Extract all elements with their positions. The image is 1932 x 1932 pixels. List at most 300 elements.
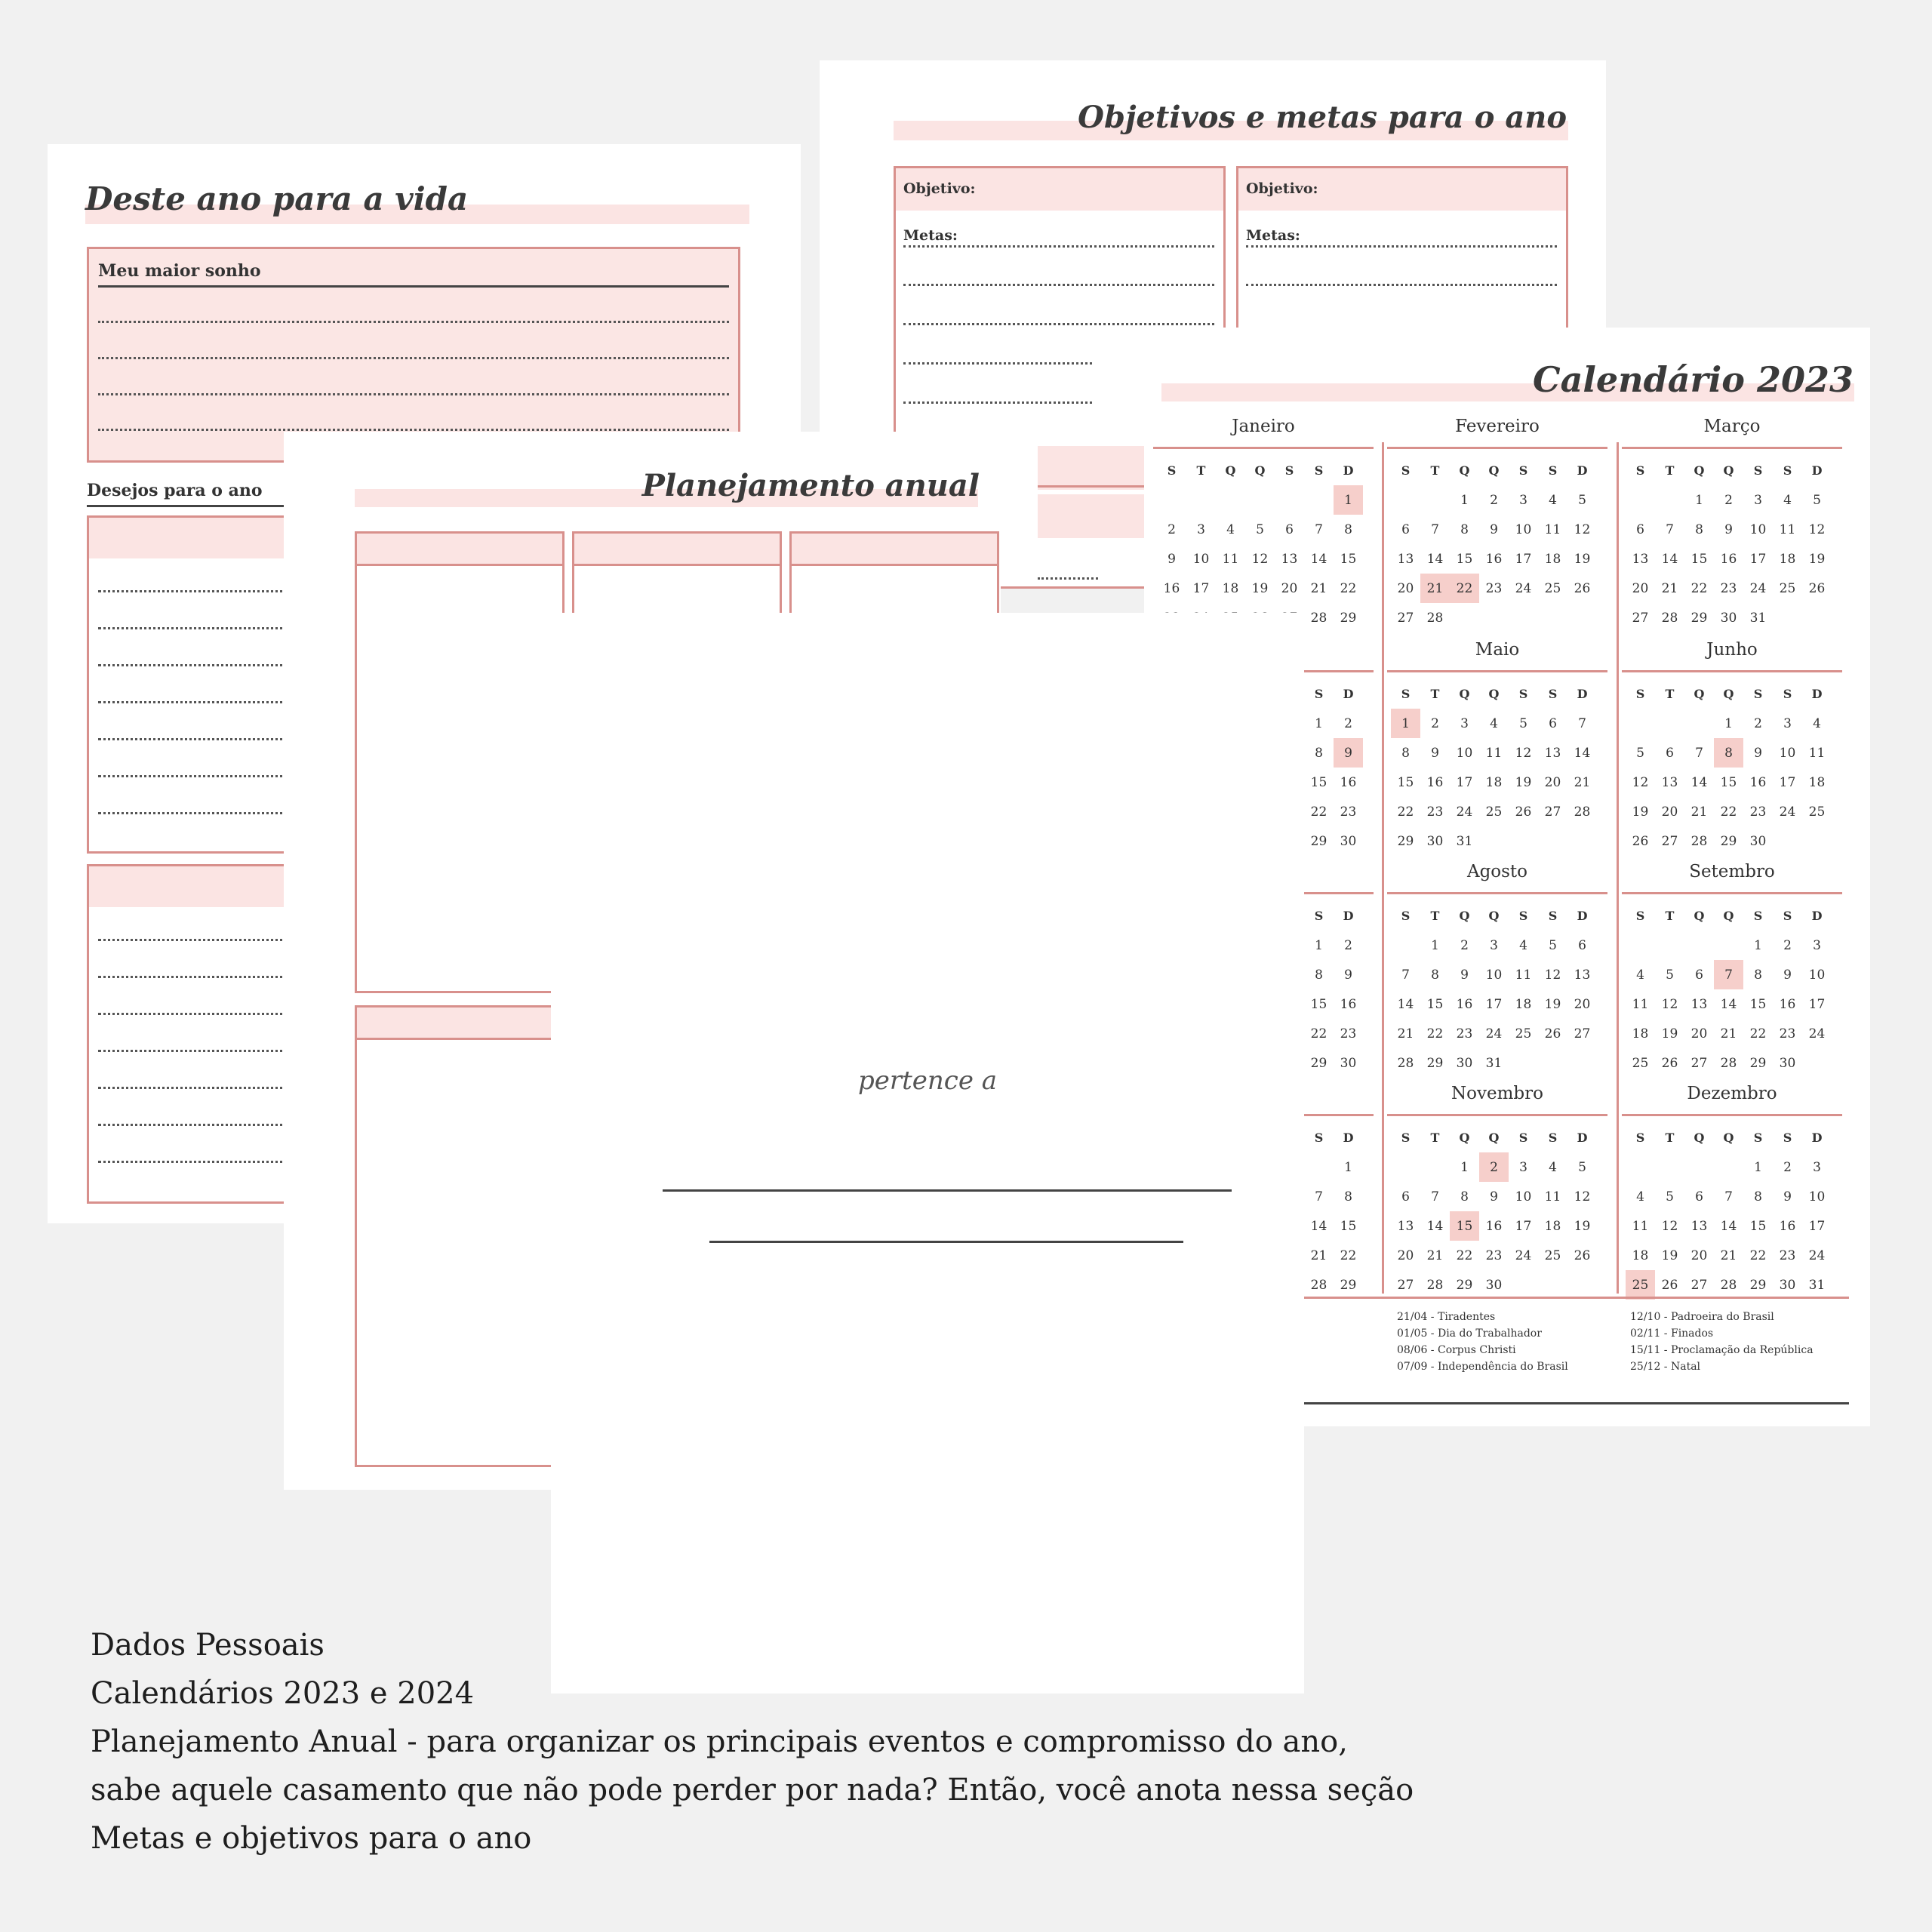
calendar-day: 14 — [1310, 1218, 1327, 1234]
goal-line — [1246, 245, 1557, 248]
weekday-header: Q — [1459, 1131, 1470, 1145]
page-title: Objetivos e metas para o ano — [1078, 100, 1567, 135]
dream-box — [87, 247, 740, 463]
calendar-day: 3 — [1813, 1159, 1821, 1175]
calendar-day: 17 — [1515, 551, 1532, 567]
weekday-header: Q — [1723, 909, 1734, 923]
empty-day — [1420, 1152, 1450, 1182]
calendar-day: 6 — [1401, 1189, 1410, 1204]
month-janeiro — [1153, 417, 1374, 626]
calendar-day: 28 — [1574, 804, 1591, 820]
calendar-day: 9 — [1460, 967, 1469, 983]
calendar-day: 17 — [1749, 551, 1767, 567]
page-title: Deste ano para a vida — [85, 180, 469, 217]
weekday-header: S — [1635, 687, 1645, 701]
calendar-day: 8 — [1315, 745, 1323, 761]
month-novembro — [1387, 1084, 1607, 1293]
calendar-day: 13 — [1397, 551, 1414, 567]
calendar-day: 6 — [1695, 1189, 1703, 1204]
calendar-day: 29 — [1749, 1277, 1767, 1293]
calendar-day: 23 — [1340, 804, 1357, 820]
description-line: Planejamento Anual - para organizar os principais eventos e compromisso do ano, — [91, 1724, 1348, 1759]
calendar-day: 7 — [1578, 715, 1586, 731]
calendar-day: 26 — [1574, 1247, 1591, 1263]
calendar-day: 8 — [1695, 521, 1703, 537]
calendar-day: 11 — [1485, 745, 1503, 761]
calendar-day: 9 — [1754, 745, 1762, 761]
goal-line — [903, 362, 1092, 365]
calendar-day: 25 — [1632, 1055, 1649, 1071]
calendar-day: 10 — [1515, 1189, 1532, 1204]
calendar-day: 30 — [1340, 833, 1357, 849]
calendar-day: 12 — [1574, 1189, 1591, 1204]
weekday-header: S — [1753, 1131, 1763, 1145]
calendar-day: 21 — [1720, 1026, 1737, 1041]
calendar-day: 27 — [1661, 833, 1678, 849]
holidays-right — [1630, 1309, 1814, 1375]
month-maio — [1387, 640, 1607, 849]
calendar-day: 12 — [1574, 521, 1591, 537]
calendar-day: 1 — [1460, 1159, 1469, 1175]
calendar-day: 27 — [1397, 610, 1414, 626]
calendar-day: 6 — [1695, 967, 1703, 983]
month-title: Fevereiro — [1455, 417, 1540, 436]
month-grid — [1391, 1123, 1597, 1300]
weekday-header: S — [1167, 463, 1177, 478]
calendar-day: 26 — [1661, 1277, 1678, 1293]
dream-label: Meu maior sonho — [98, 261, 261, 281]
calendar-day: 26 — [1632, 833, 1649, 849]
calendar-day: 22 — [1450, 574, 1479, 603]
weekday-header: S — [1753, 463, 1763, 478]
calendar-day: 4 — [1519, 937, 1527, 953]
calendar-day: 8 — [1315, 967, 1323, 983]
calendar-day: 7 — [1315, 521, 1323, 537]
calendar-day: 16 — [1340, 996, 1357, 1012]
empty-day — [1275, 485, 1304, 515]
calendar-day: 13 — [1632, 551, 1649, 567]
calendar-day: 3 — [1813, 937, 1821, 953]
calendar-day: 6 — [1549, 715, 1557, 731]
goals-label: Metas: — [1246, 227, 1300, 244]
month-title: Maio — [1475, 640, 1520, 660]
month-column-header — [792, 534, 997, 566]
calendar-day: 24 — [1779, 804, 1796, 820]
calendar-day: 20 — [1397, 580, 1414, 596]
weekday-header: Q — [1723, 687, 1734, 701]
calendar-day: 14 — [1720, 996, 1737, 1012]
calendar-day: 10 — [1779, 745, 1796, 761]
calendar-day: 4 — [1549, 1159, 1557, 1175]
calendar-day: 11 — [1515, 967, 1532, 983]
calendar-day: 8 — [1344, 1189, 1352, 1204]
empty-day — [1714, 1152, 1743, 1182]
calendar-day: 1 — [1460, 492, 1469, 508]
calendar-day: 2 — [1783, 937, 1792, 953]
calendar-day: 19 — [1515, 774, 1532, 790]
calendar-day: 4 — [1226, 521, 1235, 537]
weekday-header: S — [1401, 909, 1411, 923]
calendar-day: 22 — [1310, 804, 1327, 820]
calendar-day: 2 — [1783, 1159, 1792, 1175]
month-title: Março — [1703, 417, 1761, 436]
empty-day — [1420, 485, 1450, 515]
calendar-day: 1 — [1724, 715, 1733, 731]
month-column-header — [574, 534, 780, 566]
month-title: Novembro — [1451, 1084, 1543, 1103]
month-rule — [1387, 447, 1607, 449]
calendar-day: 8 — [1460, 521, 1469, 537]
month-rule — [1387, 892, 1607, 894]
weekday-header: S — [1783, 687, 1792, 701]
month-março — [1622, 417, 1842, 626]
weekday-header: T — [1665, 687, 1675, 701]
calendar-day: 15 — [1340, 1218, 1357, 1234]
calendar-day: 9 — [1334, 738, 1363, 768]
goal-line — [903, 401, 1092, 404]
calendar-day: 29 — [1397, 833, 1414, 849]
column-separator — [1617, 442, 1619, 1294]
weekday-header: Q — [1694, 1131, 1705, 1145]
calendar-day: 6 — [1666, 745, 1674, 761]
calendar-day: 21 — [1426, 1247, 1444, 1263]
weekday-header: S — [1753, 687, 1763, 701]
weekday-header: D — [1577, 1131, 1588, 1145]
weekday-header: T — [1665, 1131, 1675, 1145]
calendar-day: 14 — [1690, 774, 1708, 790]
calendar-day: 1 — [1344, 1159, 1352, 1175]
goal-line — [903, 245, 1214, 248]
calendar-day: 20 — [1544, 774, 1561, 790]
weekday-header: T — [1665, 463, 1675, 478]
calendar-day: 28 — [1720, 1055, 1737, 1071]
page-title: Calendário 2023 — [1532, 359, 1854, 400]
calendar-day: 29 — [1720, 833, 1737, 849]
calendar-day: 16 — [1426, 774, 1444, 790]
calendar-day: 29 — [1690, 610, 1708, 626]
calendar-day: 13 — [1544, 745, 1561, 761]
calendar-day: 15 — [1749, 1218, 1767, 1234]
calendar-day: 30 — [1485, 1277, 1503, 1293]
calendar-day: 20 — [1690, 1247, 1708, 1263]
calendar-day: 5 — [1549, 937, 1557, 953]
calendar-day: 23 — [1456, 1026, 1473, 1041]
calendar-day: 16 — [1779, 1218, 1796, 1234]
calendar-day: 22 — [1690, 580, 1708, 596]
calendar-day: 18 — [1779, 551, 1796, 567]
calendar-day: 18 — [1485, 774, 1503, 790]
weekday-header: Q — [1459, 687, 1470, 701]
calendar-day: 14 — [1574, 745, 1591, 761]
calendar-day: 29 — [1310, 833, 1327, 849]
weekday-header: Q — [1723, 463, 1734, 478]
calendar-day: 3 — [1460, 715, 1469, 731]
calendar-day: 10 — [1808, 967, 1826, 983]
calendar-day: 21 — [1310, 1247, 1327, 1263]
month-rule — [1622, 670, 1842, 672]
calendar-day: 13 — [1574, 967, 1591, 983]
calendar-day: 3 — [1783, 715, 1792, 731]
month-title: Agosto — [1466, 862, 1528, 881]
weekday-header: Q — [1694, 909, 1705, 923]
weekday-header: S — [1314, 463, 1324, 478]
weekday-header: S — [1548, 687, 1558, 701]
weekday-header: S — [1635, 909, 1645, 923]
month-title: Janeiro — [1232, 417, 1295, 436]
holiday-item: 12/10 - Padroeira do Brasil — [1630, 1311, 1774, 1323]
calendar-day: 23 — [1779, 1247, 1796, 1263]
dream-line — [98, 429, 729, 431]
calendar-day: 2 — [1479, 1152, 1509, 1182]
calendar-day: 20 — [1661, 804, 1678, 820]
weekday-header: D — [1577, 463, 1588, 478]
calendar-day: 16 — [1163, 580, 1180, 596]
calendar-day: 18 — [1544, 551, 1561, 567]
empty-day — [1684, 709, 1714, 738]
calendar-day: 22 — [1720, 804, 1737, 820]
calendar-day: 24 — [1456, 804, 1473, 820]
calendar-day: 13 — [1690, 996, 1708, 1012]
calendar-day: 31 — [1808, 1277, 1826, 1293]
calendar-day: 3 — [1754, 492, 1762, 508]
calendar-day: 4 — [1549, 492, 1557, 508]
month-rule — [1387, 1114, 1607, 1116]
calendar-day: 21 — [1397, 1026, 1414, 1041]
calendar-day: 2 — [1754, 715, 1762, 731]
calendar-day: 16 — [1340, 774, 1357, 790]
weekday-header: S — [1401, 463, 1411, 478]
calendar-day: 10 — [1749, 521, 1767, 537]
calendar-day: 1 — [1334, 485, 1363, 515]
calendar-day: 13 — [1690, 1218, 1708, 1234]
month-column — [355, 1005, 565, 1467]
month-rule — [1622, 892, 1842, 894]
empty-day — [1626, 1152, 1655, 1182]
calendar-day: 16 — [1456, 996, 1473, 1012]
calendar-day: 24 — [1515, 1247, 1532, 1263]
calendar-day: 13 — [1661, 774, 1678, 790]
calendar-day: 28 — [1426, 610, 1444, 626]
weekday-header: S — [1518, 463, 1528, 478]
calendar-day: 28 — [1661, 610, 1678, 626]
calendar-day: 21 — [1690, 804, 1708, 820]
description-line: Calendários 2023 e 2024 — [91, 1676, 475, 1711]
calendar-day: 19 — [1574, 1218, 1591, 1234]
calendar-day: 15 — [1690, 551, 1708, 567]
empty-day — [1684, 931, 1714, 960]
calendar-day: 7 — [1401, 967, 1410, 983]
calendar-day: 16 — [1485, 1218, 1503, 1234]
empty-day — [1655, 1152, 1684, 1182]
month-grid — [1626, 679, 1832, 856]
calendar-day: 22 — [1749, 1026, 1767, 1041]
calendar-day: 15 — [1720, 774, 1737, 790]
calendar-day: 15 — [1397, 774, 1414, 790]
dream-line — [98, 321, 729, 323]
calendar-day: 21 — [1661, 580, 1678, 596]
weekday-header: Q — [1488, 463, 1500, 478]
calendar-day: 23 — [1779, 1026, 1796, 1041]
calendar-day: 31 — [1749, 610, 1767, 626]
dream-line — [98, 357, 729, 359]
weekday-header: S — [1284, 463, 1294, 478]
calendar-day: 16 — [1485, 551, 1503, 567]
calendar-day: 26 — [1661, 1055, 1678, 1071]
calendar-day: 21 — [1310, 580, 1327, 596]
weekday-header: Q — [1488, 909, 1500, 923]
calendar-day: 14 — [1310, 551, 1327, 567]
calendar-day: 11 — [1222, 551, 1239, 567]
weekday-header: T — [1430, 909, 1440, 923]
calendar-day: 4 — [1636, 1189, 1644, 1204]
calendar-day: 17 — [1808, 996, 1826, 1012]
calendar-day: 24 — [1515, 580, 1532, 596]
calendar-day: 19 — [1632, 804, 1649, 820]
weekday-header: T — [1665, 909, 1675, 923]
calendar-day: 4 — [1783, 492, 1792, 508]
calendar-day: 1 — [1431, 937, 1439, 953]
weekday-header: D — [1811, 1131, 1823, 1145]
calendar-day: 5 — [1578, 1159, 1586, 1175]
calendar-day: 2 — [1344, 715, 1352, 731]
calendar-day: 12 — [1808, 521, 1826, 537]
calendar-day: 1 — [1754, 937, 1762, 953]
calendar-day: 20 — [1574, 996, 1591, 1012]
calendar-day: 9 — [1724, 521, 1733, 537]
calendar-day: 15 — [1749, 996, 1767, 1012]
calendar-day: 19 — [1574, 551, 1591, 567]
calendar-day: 6 — [1578, 937, 1586, 953]
calendar-day: 14 — [1661, 551, 1678, 567]
weekday-header: S — [1753, 909, 1763, 923]
calendar-day: 21 — [1574, 774, 1591, 790]
calendar-day: 9 — [1344, 967, 1352, 983]
calendar-day: 25 — [1626, 1270, 1655, 1300]
weekday-header: S — [1314, 909, 1324, 923]
calendar-day: 27 — [1632, 610, 1649, 626]
holiday-item: 07/09 - Independência do Brasil — [1397, 1361, 1568, 1373]
calendar-day: 5 — [1578, 492, 1586, 508]
weekday-header: S — [1518, 687, 1528, 701]
calendar-day: 12 — [1515, 745, 1532, 761]
empty-day — [1186, 485, 1216, 515]
calendar-day: 8 — [1401, 745, 1410, 761]
calendar-day: 16 — [1779, 996, 1796, 1012]
calendar-day: 2 — [1460, 937, 1469, 953]
empty-day — [1304, 1152, 1334, 1182]
dream-underline — [98, 285, 729, 288]
calendar-day: 20 — [1397, 1247, 1414, 1263]
calendar-day: 14 — [1426, 551, 1444, 567]
calendar-day: 1 — [1391, 709, 1420, 738]
calendar-day: 7 — [1695, 745, 1703, 761]
month-grid — [1391, 901, 1597, 1078]
weekday-header: Q — [1694, 687, 1705, 701]
calendar-day: 5 — [1636, 745, 1644, 761]
calendar-day: 21 — [1720, 1247, 1737, 1263]
calendar-day: 18 — [1632, 1026, 1649, 1041]
calendar-day: 10 — [1192, 551, 1210, 567]
dream-line — [98, 393, 729, 395]
calendar-day: 30 — [1749, 833, 1767, 849]
calendar-day: 9 — [1490, 1189, 1498, 1204]
calendar-day: 4 — [1490, 715, 1498, 731]
calendar-day: 23 — [1426, 804, 1444, 820]
calendar-day: 11 — [1632, 996, 1649, 1012]
calendar-day: 27 — [1690, 1055, 1708, 1071]
calendar-day: 5 — [1666, 967, 1674, 983]
owner-caption: pertence a — [857, 1066, 998, 1096]
calendar-day: 16 — [1720, 551, 1737, 567]
empty-day — [1626, 485, 1655, 515]
calendar-day: 18 — [1632, 1247, 1649, 1263]
weekday-header: T — [1430, 463, 1440, 478]
page-owner — [551, 613, 1304, 1694]
weekday-header: D — [1343, 909, 1354, 923]
empty-day — [1391, 1152, 1420, 1182]
month-column-header — [357, 1008, 562, 1040]
calendar-day: 25 — [1544, 580, 1561, 596]
objective-label: Objetivo: — [903, 180, 976, 197]
holiday-item: 21/04 - Tiradentes — [1397, 1311, 1496, 1323]
calendar-day: 25 — [1485, 804, 1503, 820]
month-junho — [1622, 640, 1842, 849]
calendar-day: 26 — [1574, 580, 1591, 596]
calendar-day: 11 — [1808, 745, 1826, 761]
calendar-day: 11 — [1544, 521, 1561, 537]
calendar-day: 15 — [1340, 551, 1357, 567]
month-rule — [1622, 1114, 1842, 1116]
calendar-day: 13 — [1281, 551, 1298, 567]
calendar-day: 22 — [1397, 804, 1414, 820]
calendar-day: 21 — [1420, 574, 1450, 603]
month-agosto — [1387, 862, 1607, 1071]
calendar-day: 23 — [1485, 580, 1503, 596]
calendar-day: 23 — [1720, 580, 1737, 596]
calendar-day: 18 — [1222, 580, 1239, 596]
month-dezembro — [1622, 1084, 1842, 1293]
weekday-header: S — [1518, 1131, 1528, 1145]
calendar-day: 14 — [1397, 996, 1414, 1012]
weekday-header: S — [1783, 463, 1792, 478]
calendar-day: 24 — [1808, 1026, 1826, 1041]
weekday-header: D — [1577, 909, 1588, 923]
calendar-day: 30 — [1779, 1277, 1796, 1293]
calendar-day: 22 — [1749, 1247, 1767, 1263]
calendar-day: 17 — [1779, 774, 1796, 790]
calendar-day: 26 — [1808, 580, 1826, 596]
calendar-day: 7 — [1315, 1189, 1323, 1204]
weekday-header: Q — [1254, 463, 1266, 478]
calendar-day: 12 — [1632, 774, 1649, 790]
month-rule — [1153, 447, 1374, 449]
weekday-header: D — [1343, 463, 1354, 478]
empty-day — [1714, 931, 1743, 960]
calendar-day: 30 — [1340, 1055, 1357, 1071]
calendar-day: 15 — [1450, 1211, 1479, 1241]
calendar-day: 28 — [1397, 1055, 1414, 1071]
weekday-header: Q — [1225, 463, 1236, 478]
weekday-header: S — [1635, 1131, 1645, 1145]
calendar-day: 29 — [1426, 1055, 1444, 1071]
calendar-day: 27 — [1397, 1277, 1414, 1293]
calendar-day: 17 — [1456, 774, 1473, 790]
weekday-header: D — [1577, 687, 1588, 701]
month-grid — [1626, 901, 1832, 1078]
description-line: Dados Pessoais — [91, 1628, 325, 1663]
weekday-header: S — [1783, 1131, 1792, 1145]
weekday-header: Q — [1488, 1131, 1500, 1145]
